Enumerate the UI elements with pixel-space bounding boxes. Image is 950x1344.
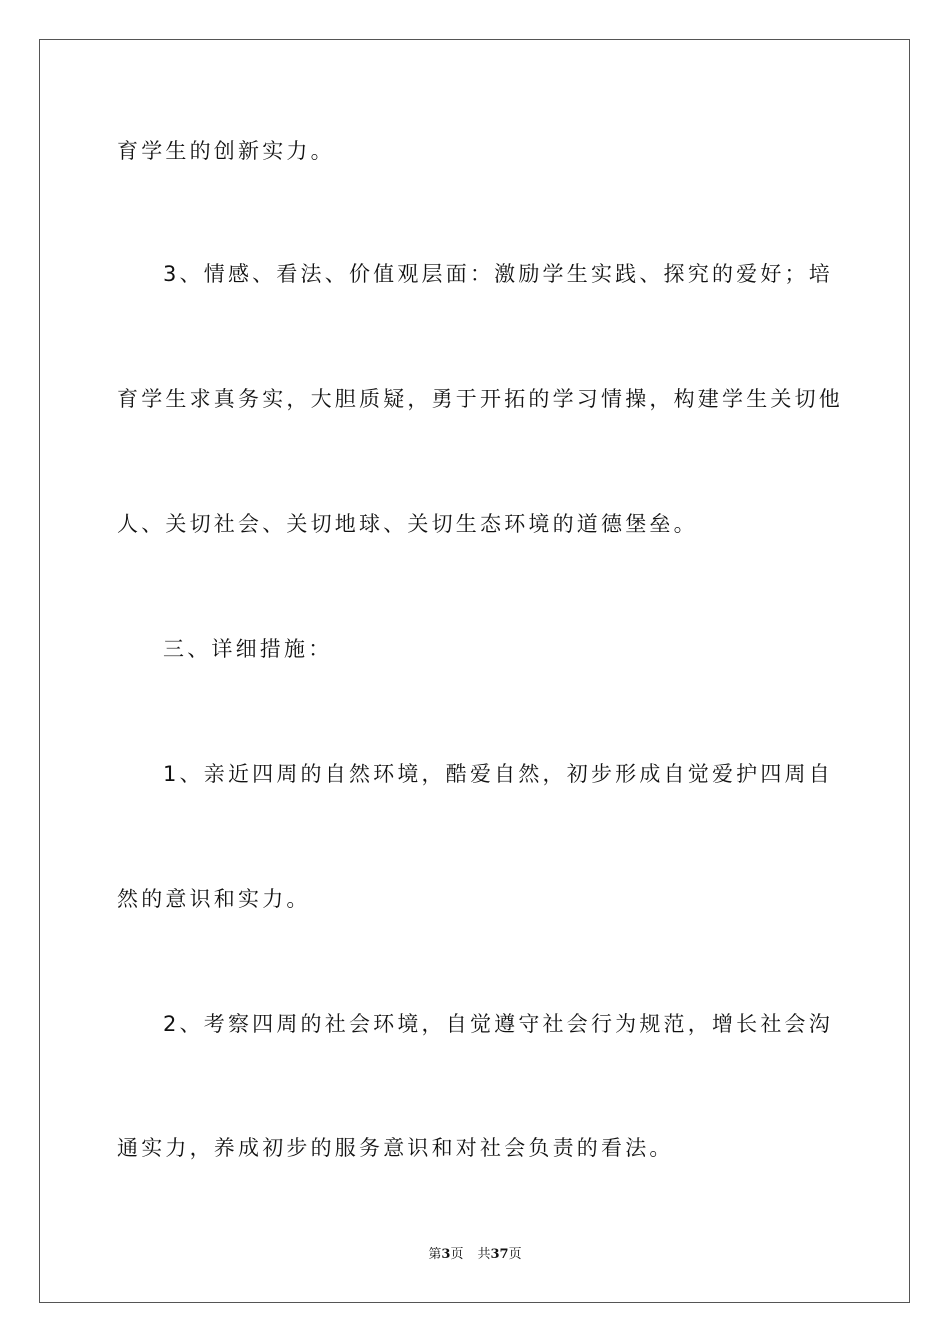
page-number: 3	[441, 1247, 451, 1262]
page-border	[39, 39, 910, 1303]
paragraph-line: 3、情感、看法、价值观层面：激励学生实践、探究的爱好；培	[163, 262, 833, 286]
paragraph-line: 人、关切社会、关切地球、关切生态环境的道德堡垒。	[117, 512, 698, 536]
paragraph-line: 2、考察四周的社会环境，自觉遵守社会行为规范，增长社会沟	[163, 1012, 833, 1036]
page-footer	[0, 1247, 950, 1263]
section-heading: 三、详细措施：	[163, 637, 333, 661]
paragraph-line: 育学生的创新实力。	[117, 139, 335, 163]
total-pages: 37	[490, 1247, 509, 1262]
paragraph-line: 然的意识和实力。	[117, 887, 311, 911]
total-suffix: 页	[508, 1247, 522, 1262]
paragraph-line: 1、亲近四周的自然环境，酷爱自然，初步形成自觉爱护四周自	[163, 762, 833, 786]
page-prefix: 第	[428, 1247, 442, 1262]
paragraph-line: 育学生求真务实，大胆质疑，勇于开拓的学习情操，构建学生关切他	[117, 387, 843, 411]
paragraph-line: 通实力，养成初步的服务意识和对社会负责的看法。	[117, 1136, 674, 1160]
total-prefix: 共	[477, 1247, 491, 1262]
page-suffix: 页	[450, 1247, 464, 1262]
